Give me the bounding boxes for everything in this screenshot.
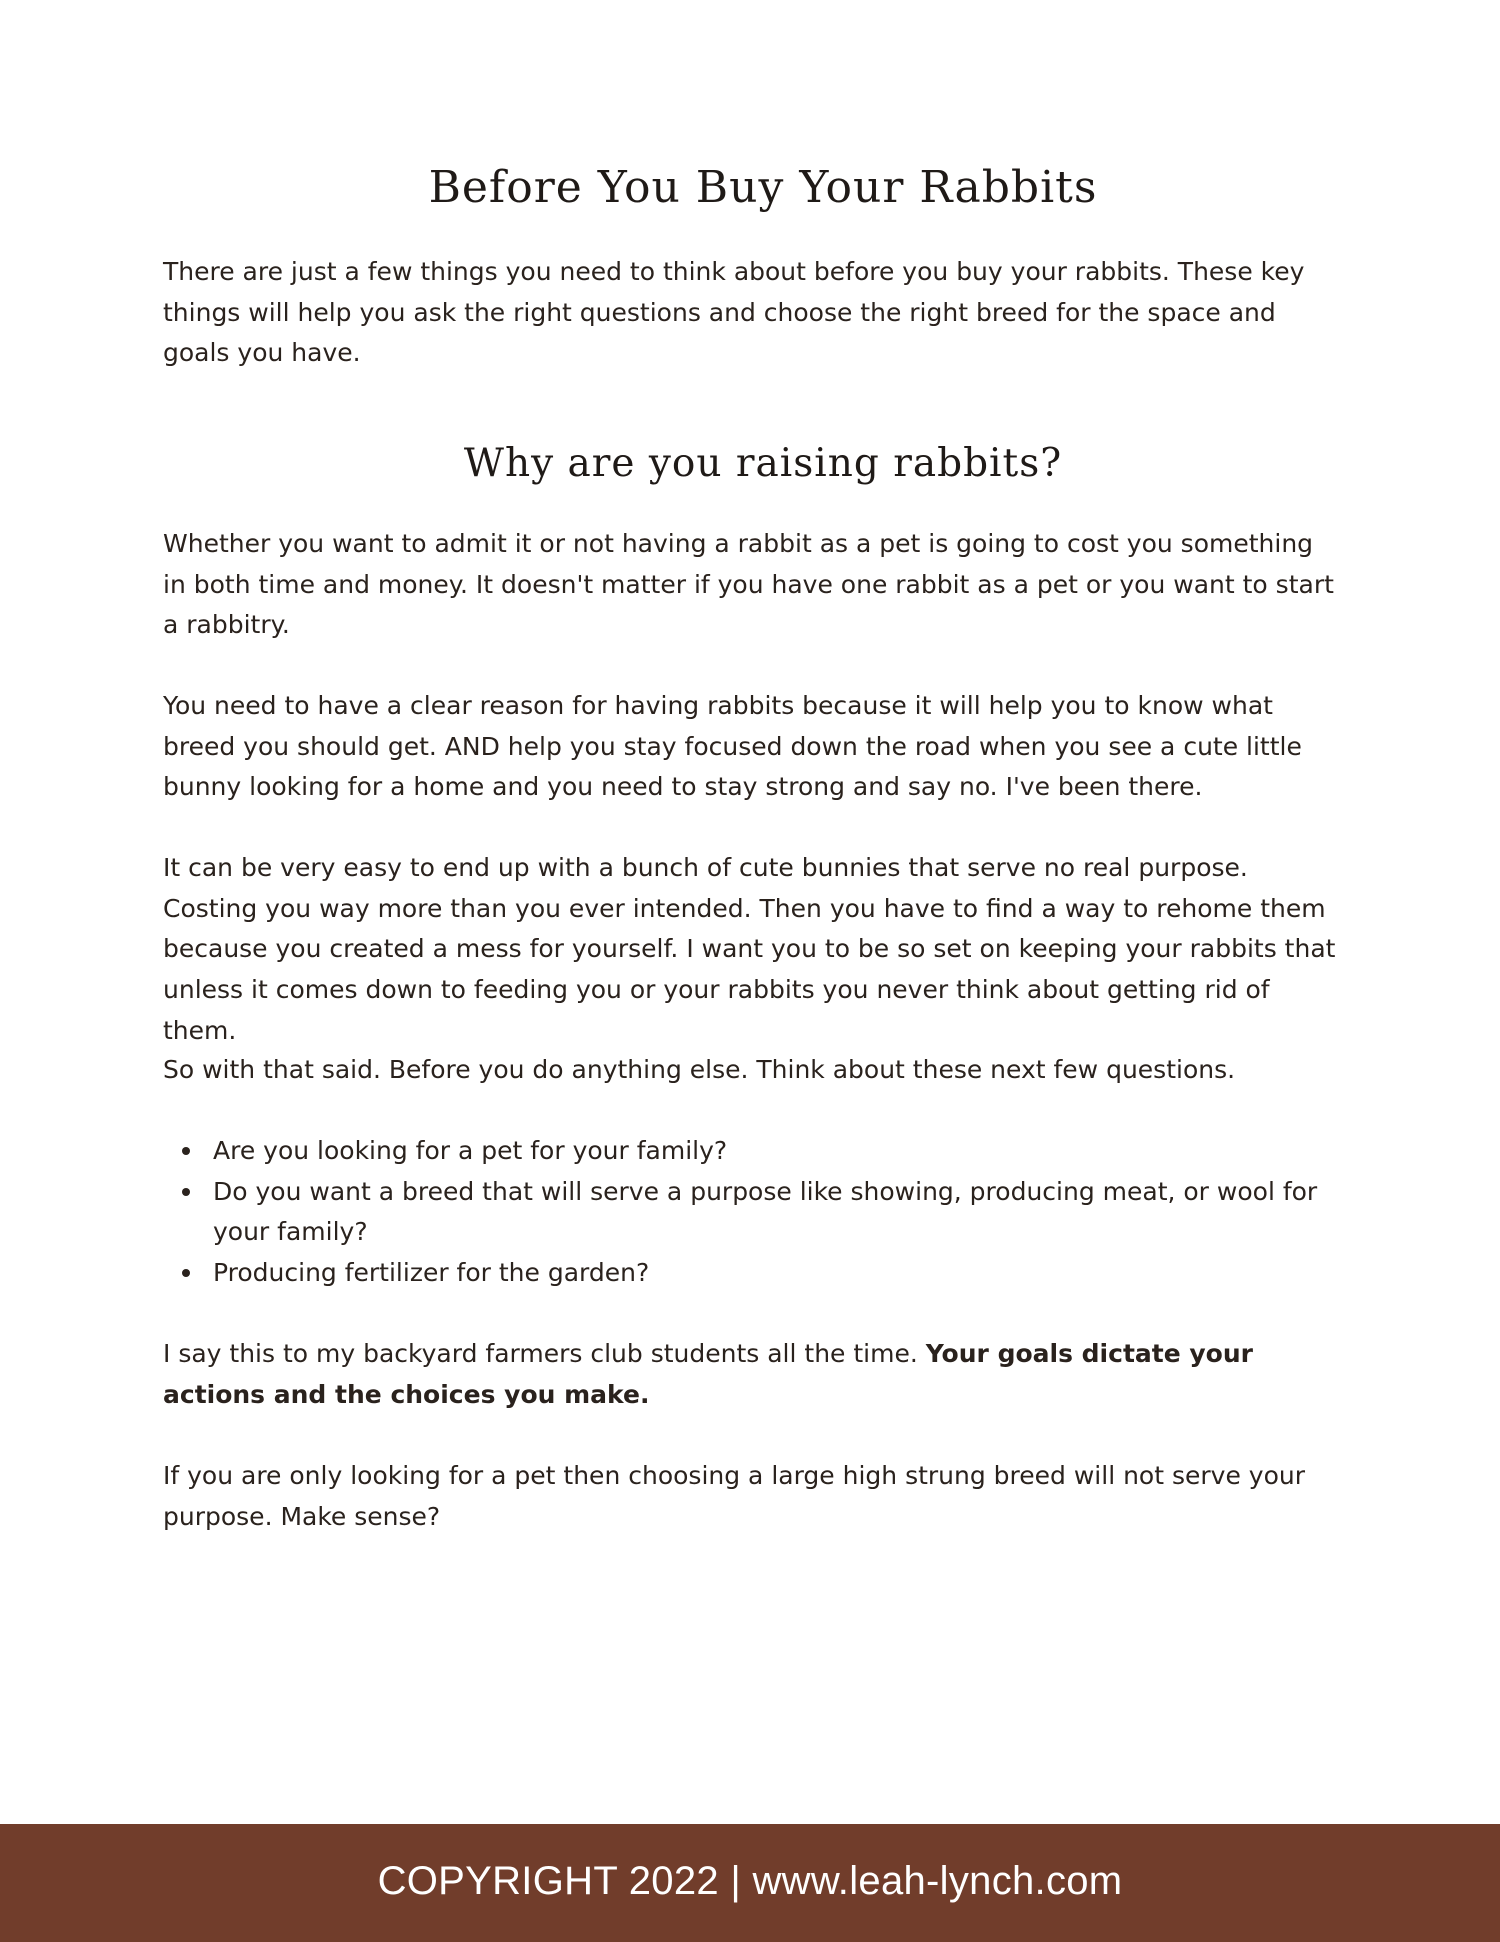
- body-paragraph-3: It can be very easy to end up with a bunch of cute bunnies that serve no real purpose. Costing you way more than you ever intended. Then you have to find a way to rehome them because you created a mess for yourself. I want you to be so set on keeping your rabbits that unless it comes down to feeding you or your rabbits you never think about getting rid of them.: [163, 853, 1336, 1045]
- list-item: [163, 1131, 1343, 1172]
- questions-list: [163, 1131, 1343, 1294]
- intro-paragraph: There are just a few things you need to think about before you buy your rabbits. These key things will help you ask the right questions and choose the right breed for the space and goals you have.: [163, 257, 1305, 368]
- list-item: [163, 1172, 1343, 1253]
- goals-emphasis-text: Your goals dictate your actions and the choices you make.: [163, 1339, 1253, 1409]
- goals-lead-text: I say this to my backyard farmers club students all the time.: [163, 1339, 926, 1368]
- bullet-icon: [182, 1188, 190, 1196]
- list-item: [163, 1253, 1343, 1294]
- list-item-text: Are you looking for a pet for your family?: [213, 1136, 728, 1165]
- closing-paragraph: If you are only looking for a pet then choosing a large high strung breed will not serve your purpose. Make sense?: [163, 1461, 1305, 1531]
- copyright-text: COPYRIGHT 2022 | www.leah-lynch.com: [377, 1858, 1123, 1903]
- bullet-icon: [182, 1147, 190, 1155]
- body-paragraph-2: You need to have a clear reason for having rabbits because it will help you to know what breed you should get. AND help you stay focused down the road when you see a cute little bunny looking for a home and you need to stay strong and say no. I've been there.: [163, 691, 1302, 802]
- section-heading: Why are you raising rabbits?: [463, 441, 1063, 486]
- footer-bar: [0, 1824, 1500, 1942]
- page-title: Before You Buy Your Rabbits: [428, 162, 1098, 213]
- body-paragraph-1: Whether you want to admit it or not having a rabbit as a pet is going to cost you something in both time and money. It doesn't matter if you have one rabbit as a pet or you want to start a rabbitry.: [163, 529, 1334, 640]
- list-item-text: Producing fertilizer for the garden?: [213, 1258, 650, 1288]
- bullet-icon: [182, 1269, 190, 1277]
- goals-paragraph: [163, 1334, 1343, 1415]
- list-item-text: Do you want a breed that will serve a purpose like showing, producing meat, or wool for your family?: [213, 1176, 1318, 1247]
- body-paragraph-4: So with that said. Before you do anything else. Think about these next few questions.: [163, 1055, 1236, 1084]
